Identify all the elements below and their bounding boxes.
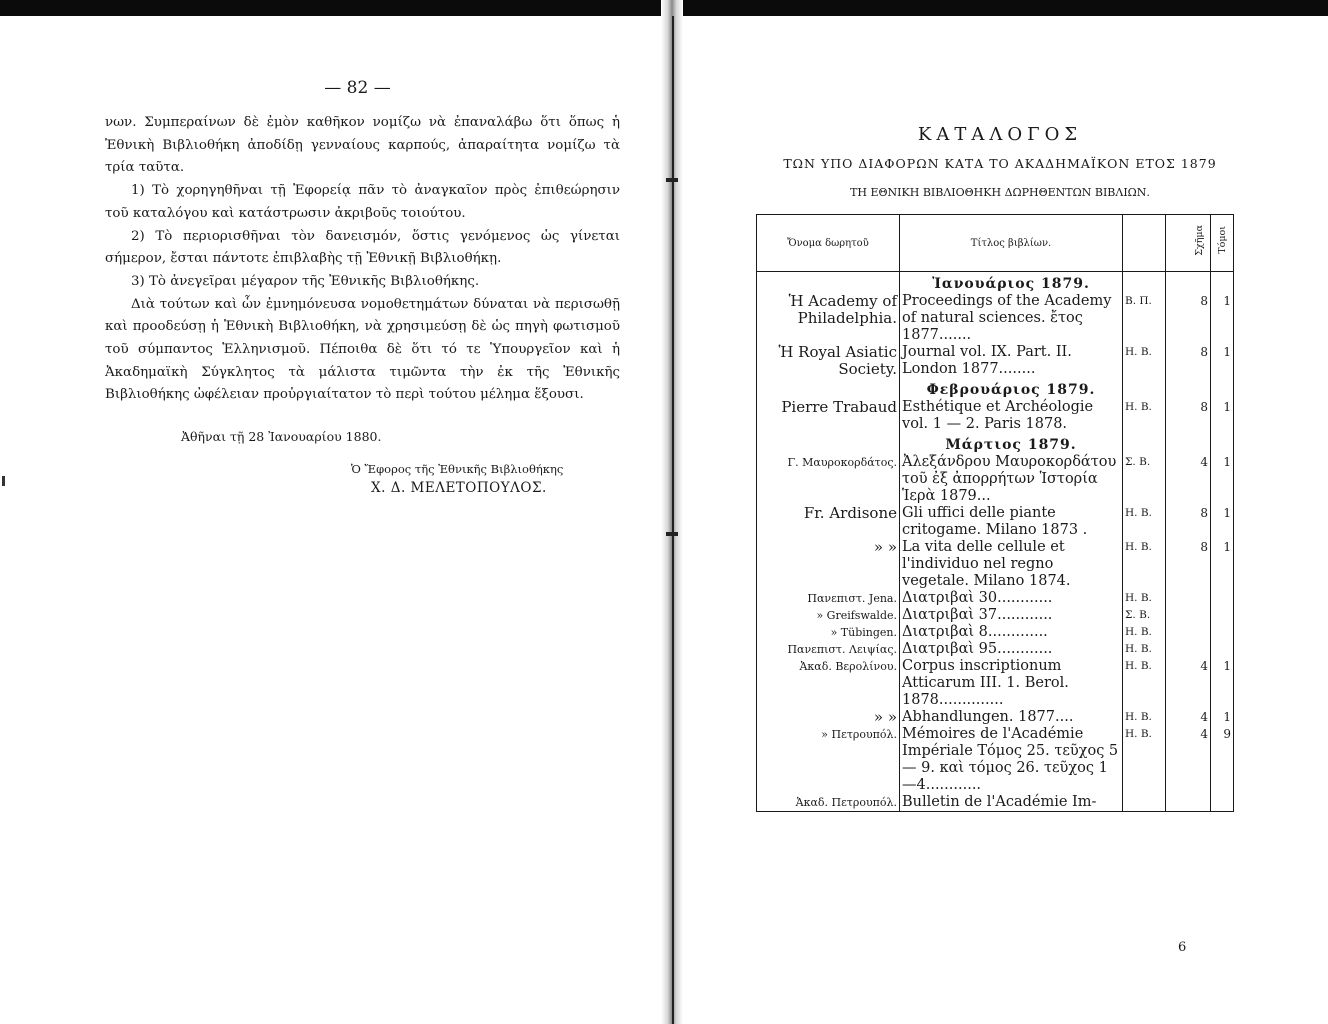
abbr-cell: Σ. Β.	[1123, 454, 1166, 505]
month-heading: Μάρτιος 1879.	[900, 433, 1123, 454]
donor-cell: Πανεπιστ. Λειψίας.	[757, 641, 900, 658]
tomes-cell: 9	[1211, 726, 1234, 794]
abbr-cell: Η. Β.	[1123, 399, 1166, 433]
tomes-cell	[1211, 641, 1234, 658]
title-cell: Gli uffici delle piante critogame. Milano 1873 .	[900, 505, 1123, 539]
table-row	[757, 454, 1234, 505]
tomes-cell: 1	[1211, 658, 1234, 709]
binding-stitch	[666, 532, 678, 536]
donor-cell: Ἡ Royal Asiatic Society.	[757, 344, 900, 378]
tomes-cell: 1	[1211, 454, 1234, 505]
volumes-cell	[1166, 641, 1211, 658]
signature-name: Χ. Δ. ΜΕΛΕΤΟΠΟΥΛΟΣ.	[371, 480, 547, 497]
empty-cell	[757, 433, 900, 454]
title-cell: Διατριβαὶ 8.............	[900, 624, 1123, 641]
abbr-cell: Η. Β.	[1123, 539, 1166, 590]
tomes-cell	[1211, 607, 1234, 624]
donor-cell: Ἀκαδ. Βερολίνου.	[757, 658, 900, 709]
empty-cell	[1211, 378, 1234, 399]
title-cell: Διατριβαὶ 30............	[900, 590, 1123, 607]
donor-cell: » »	[757, 709, 900, 726]
title-cell: Bulletin de l'Académie Im-	[900, 794, 1123, 812]
table-row	[757, 539, 1234, 590]
donor-cell: Ἡ Academy of Philadelphia.	[757, 293, 900, 344]
abbr-cell: Η. Β.	[1123, 344, 1166, 378]
donor-cell: Γ. Μαυροκορδάτος.	[757, 454, 900, 505]
empty-cell	[757, 378, 900, 399]
donor-cell: » Greifswalde.	[757, 607, 900, 624]
title-cell: Διατριβαὶ 37............	[900, 607, 1123, 624]
volumes-cell: 8	[1166, 399, 1211, 433]
volumes-cell: 8	[1166, 539, 1211, 590]
empty-cell	[1123, 433, 1166, 454]
empty-cell	[1166, 433, 1211, 454]
page-number: — 82 —	[324, 78, 391, 98]
donor-cell: Fr. Ardisone	[757, 505, 900, 539]
place-date: Ἀθῆναι τῇ 28 Ἰανουαρίου 1880.	[181, 429, 382, 445]
table-row	[757, 505, 1234, 539]
tomes-cell	[1211, 624, 1234, 641]
tomes-cell: 1	[1211, 399, 1234, 433]
title-cell: Διατριβαὶ 95............	[900, 641, 1123, 658]
table-row	[757, 658, 1234, 709]
catalog-title: ΚΑΤΑΛΟΓΟΣ	[917, 124, 1083, 145]
donor-cell: » »	[757, 539, 900, 590]
volumes-cell: 8	[1166, 505, 1211, 539]
signature-role: Ὁ Ἔφορος τῆς Ἐθνικῆς Βιβλιοθήκης	[351, 462, 564, 477]
volumes-cell	[1166, 590, 1211, 607]
volumes-cell	[1166, 624, 1211, 641]
title-cell: Esthétique et Archéologie vol. 1 — 2. Paris 1878.	[900, 399, 1123, 433]
donor-cell: Πανεπιστ. Jena.	[757, 590, 900, 607]
month-heading-row	[757, 378, 1234, 399]
abbr-cell: Β. Π.	[1123, 293, 1166, 344]
title-cell: La vita delle cellule et l'individuo nel regno vegetale. Milano 1874.	[900, 539, 1123, 590]
scan-speck	[2, 476, 5, 486]
header-volumes: Σχῆμα	[1166, 215, 1211, 272]
binding-stitch	[666, 178, 678, 182]
header-title: Τίτλος βιβλίων.	[900, 215, 1123, 272]
table-row	[757, 590, 1234, 607]
table-row	[757, 709, 1234, 726]
title-cell: Journal vol. IX. Part. II. London 1877........	[900, 344, 1123, 378]
header-tomes: Τόμοι	[1211, 215, 1234, 272]
catalog-subtitle-2: ΤΗ ΕΘΝΙΚΗ ΒΙΒΛΙΟΘΗΚΗ ΔΩΡΗΘΕΝΤΩΝ ΒΙΒΛΙΩΝ.	[850, 186, 1150, 199]
empty-cell	[1123, 378, 1166, 399]
volumes-cell: 4	[1166, 726, 1211, 794]
tomes-cell: 1	[1211, 505, 1234, 539]
empty-cell	[1123, 272, 1166, 294]
table-row	[757, 726, 1234, 794]
empty-cell	[1211, 433, 1234, 454]
table-header-row	[757, 215, 1234, 272]
title-cell: Ἀλεξάνδρου Μαυροκορδάτου τοῦ ἐξ ἀπορρήτων Ἱστορία Ἱερὰ 1879...	[900, 454, 1123, 505]
volumes-cell: 8	[1166, 344, 1211, 378]
header-donor: Ὄνομα δωρητοῦ	[757, 215, 900, 272]
table-row	[757, 624, 1234, 641]
catalog-subtitle: ΤΩΝ ΥΠΟ ΔΙΑΦΟΡΩΝ ΚΑΤΑ ΤΟ ΑΚΑΔΗΜΑΪΚΟΝ ΕΤΟΣ 1879	[783, 156, 1217, 171]
gutter-fold-line	[672, 16, 674, 1024]
title-cell: Corpus inscriptionum Atticarum III. 1. Berol. 1878..............	[900, 658, 1123, 709]
abbr-cell: Σ. Β.	[1123, 607, 1166, 624]
month-heading-row	[757, 272, 1234, 294]
table-row	[757, 794, 1234, 812]
volumes-cell: 8	[1166, 293, 1211, 344]
volumes-cell: 4	[1166, 454, 1211, 505]
table-row	[757, 344, 1234, 378]
month-heading-row	[757, 433, 1234, 454]
tomes-cell: 1	[1211, 539, 1234, 590]
table-row	[757, 641, 1234, 658]
catalog-body	[757, 272, 1234, 812]
table-row	[757, 607, 1234, 624]
empty-cell	[1166, 272, 1211, 294]
catalog-table	[756, 214, 1234, 812]
donor-cell: Ἀκαδ. Πετρουπόλ.	[757, 794, 900, 812]
left-page	[105, 78, 620, 496]
abbr-cell: Η. Β.	[1123, 726, 1166, 794]
title-cell: Mémoires de l'Académie Impériale Τόμος 25. τεῦχος 5 — 9. καὶ τόμος 26. τεῦχος 1—4............	[900, 726, 1123, 794]
paragraph: 1) Τὸ χορηγηθῆναι τῇ Ἐφορείᾳ πᾶν τὸ ἀναγκαῖον πρὸς ἐπιθεώρησιν τοῦ καταλόγου καὶ κατάστρωσιν ἀκριβοῦς τοιούτου.	[105, 183, 620, 221]
abbr-cell: Η. Β.	[1123, 641, 1166, 658]
donor-cell: » Πετρουπόλ.	[757, 726, 900, 794]
tomes-cell: 1	[1211, 709, 1234, 726]
abbr-cell: Η. Β.	[1123, 658, 1166, 709]
abbr-cell: Η. Β.	[1123, 709, 1166, 726]
abbr-cell: Η. Β.	[1123, 624, 1166, 641]
table-row	[757, 399, 1234, 433]
abbr-cell: Η. Β.	[1123, 505, 1166, 539]
paragraph: Διὰ τούτων καὶ ὧν ἐμνημόνευσα νομοθετημάτων δύναται νὰ περισωθῇ καὶ προοδεύσῃ ἡ Ἐθνικὴ Βιβλιοθήκη, νὰ χρησιμεύσῃ δὲ ὡς πηγὴ φωτισμοῦ τοῦ σύμπαντος Ἑλληνισμοῦ. Πέποιθα δὲ ὅτι τό τε Ὑπουργεῖον καὶ ἡ Ἀκαδημαϊκὴ Σύγκλητος τὰ μάλιστα τιμῶντα τὴν ἐκ τῆς Ἐθνικῆς Βιβλιοθήκης ὠφέλειαν προὐργιαίτατον τὸ περὶ τούτου μέλημα ἕξουσι.	[105, 296, 620, 403]
title-cell: Proceedings of the Academy of natural sciences. ἔτος 1877.......	[900, 293, 1123, 344]
header-abbr	[1123, 215, 1166, 272]
month-heading: Φεβρουάριος 1879.	[900, 378, 1123, 399]
empty-cell	[1211, 272, 1234, 294]
paragraph: νων. Συμπεραίνων δὲ ἐμὸν καθῆκον νομίζω νὰ ἐπαναλάβω ὅτι ὅπως ἡ Ἐθνικὴ Βιβλιοθήκη ἀποδίδῃ γενναίους καρπούς, ἀπαραίτητα νομίζω τὰ τρία ταῦτα.	[105, 115, 620, 176]
month-heading: Ἰανουάριος 1879.	[900, 272, 1123, 294]
tomes-cell: 1	[1211, 293, 1234, 344]
tomes-cell: 1	[1211, 344, 1234, 378]
donor-cell: » Tübingen.	[757, 624, 900, 641]
volumes-cell: 4	[1166, 658, 1211, 709]
tomes-cell	[1211, 794, 1234, 812]
title-cell: Abhandlungen. 1877....	[900, 709, 1123, 726]
empty-cell	[757, 272, 900, 294]
abbr-cell: Η. Β.	[1123, 590, 1166, 607]
donor-cell: Pierre Trabaud	[757, 399, 900, 433]
empty-cell	[1166, 378, 1211, 399]
tomes-cell	[1211, 590, 1234, 607]
volumes-cell	[1166, 607, 1211, 624]
table-row	[757, 293, 1234, 344]
abbr-cell	[1123, 794, 1166, 812]
paragraph: 3) Τὸ ἀνεγεῖραι μέγαρον τῆς Ἐθνικῆς Βιβλιοθήκης.	[131, 273, 480, 289]
volumes-cell: 4	[1166, 709, 1211, 726]
volumes-cell	[1166, 794, 1211, 812]
paragraph: 2) Τὸ περιορισθῆναι τὸν δανεισμόν, ὅστις γενόμενος ὡς γίνεται σήμερον, ἔσται πάντοτε ἐπιβλαβὴς τῇ Ἐθνικῇ Βιβλιοθήκῃ.	[105, 228, 620, 267]
folio-mark: 6	[1178, 940, 1187, 955]
